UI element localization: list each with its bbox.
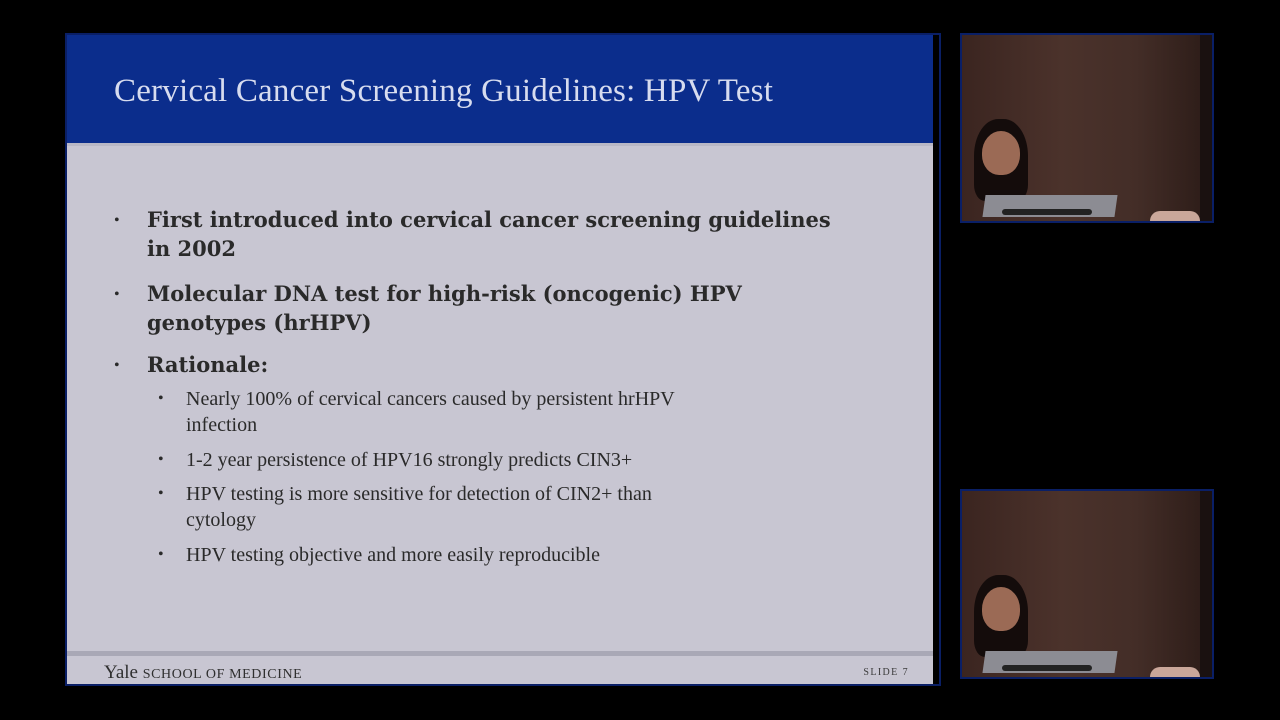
camera-edge (1200, 491, 1212, 677)
bullet-dot: • (114, 357, 120, 374)
bullet-line: Nearly 100% of cervical cancers caused by persistent hrHPV (186, 388, 675, 410)
speaker-face (982, 131, 1020, 175)
bullet-dot: • (114, 286, 120, 303)
chair (1150, 667, 1200, 677)
sub-bullet-item (186, 447, 632, 473)
bullet-line: genotypes (hrHPV) (147, 310, 372, 335)
microphone (1002, 665, 1092, 671)
slide-header (67, 35, 933, 143)
bullet-line: infection (186, 414, 258, 436)
speaker-camera-top (960, 33, 1214, 223)
sub-bullet-item (186, 542, 600, 568)
bullet-line: HPV testing is more sensitive for detection of CIN2+ than (186, 483, 652, 505)
presentation-slide (65, 33, 941, 686)
microphone (1002, 209, 1092, 215)
slide-title: Cervical Cancer Screening Guidelines: HPV Test (114, 73, 774, 109)
camera-edge (1200, 35, 1212, 221)
bullet-line: First introduced into cervical cancer screening guidelines (147, 207, 831, 232)
slide-footer (67, 656, 933, 686)
speaker-face (982, 587, 1020, 631)
sub-bullet-dot: • (158, 451, 164, 468)
bullet-line: 1-2 year persistence of HPV16 strongly predicts CIN3+ (186, 449, 633, 471)
slide-content (67, 146, 933, 651)
slide-number: SLIDE 7 (863, 667, 909, 678)
bullet-line: HPV testing objective and more easily reproducible (186, 544, 600, 566)
sub-bullet-dot: • (158, 485, 164, 502)
bullet-item (147, 205, 831, 263)
sub-bullet-dot: • (158, 390, 164, 407)
sub-bullet-item (186, 481, 652, 533)
logo-yale-text: Yale (104, 662, 138, 683)
chair (1150, 211, 1200, 221)
speaker-camera-bottom (960, 489, 1214, 679)
bullet-item (147, 279, 742, 337)
bullet-line: Rationale: (147, 352, 269, 377)
sub-bullet-dot: • (158, 546, 164, 563)
logo-school-text: SCHOOL OF MEDICINE (142, 667, 303, 682)
bullet-line: in 2002 (147, 236, 237, 261)
yale-logo (104, 662, 302, 684)
slide-edge (933, 35, 941, 686)
bullet-dot: • (114, 212, 120, 229)
bullet-line: cytology (186, 509, 256, 531)
sub-bullet-item (186, 386, 675, 438)
bullet-line: Molecular DNA test for high-risk (oncogenic) HPV (147, 281, 742, 306)
bullet-item (147, 350, 268, 379)
